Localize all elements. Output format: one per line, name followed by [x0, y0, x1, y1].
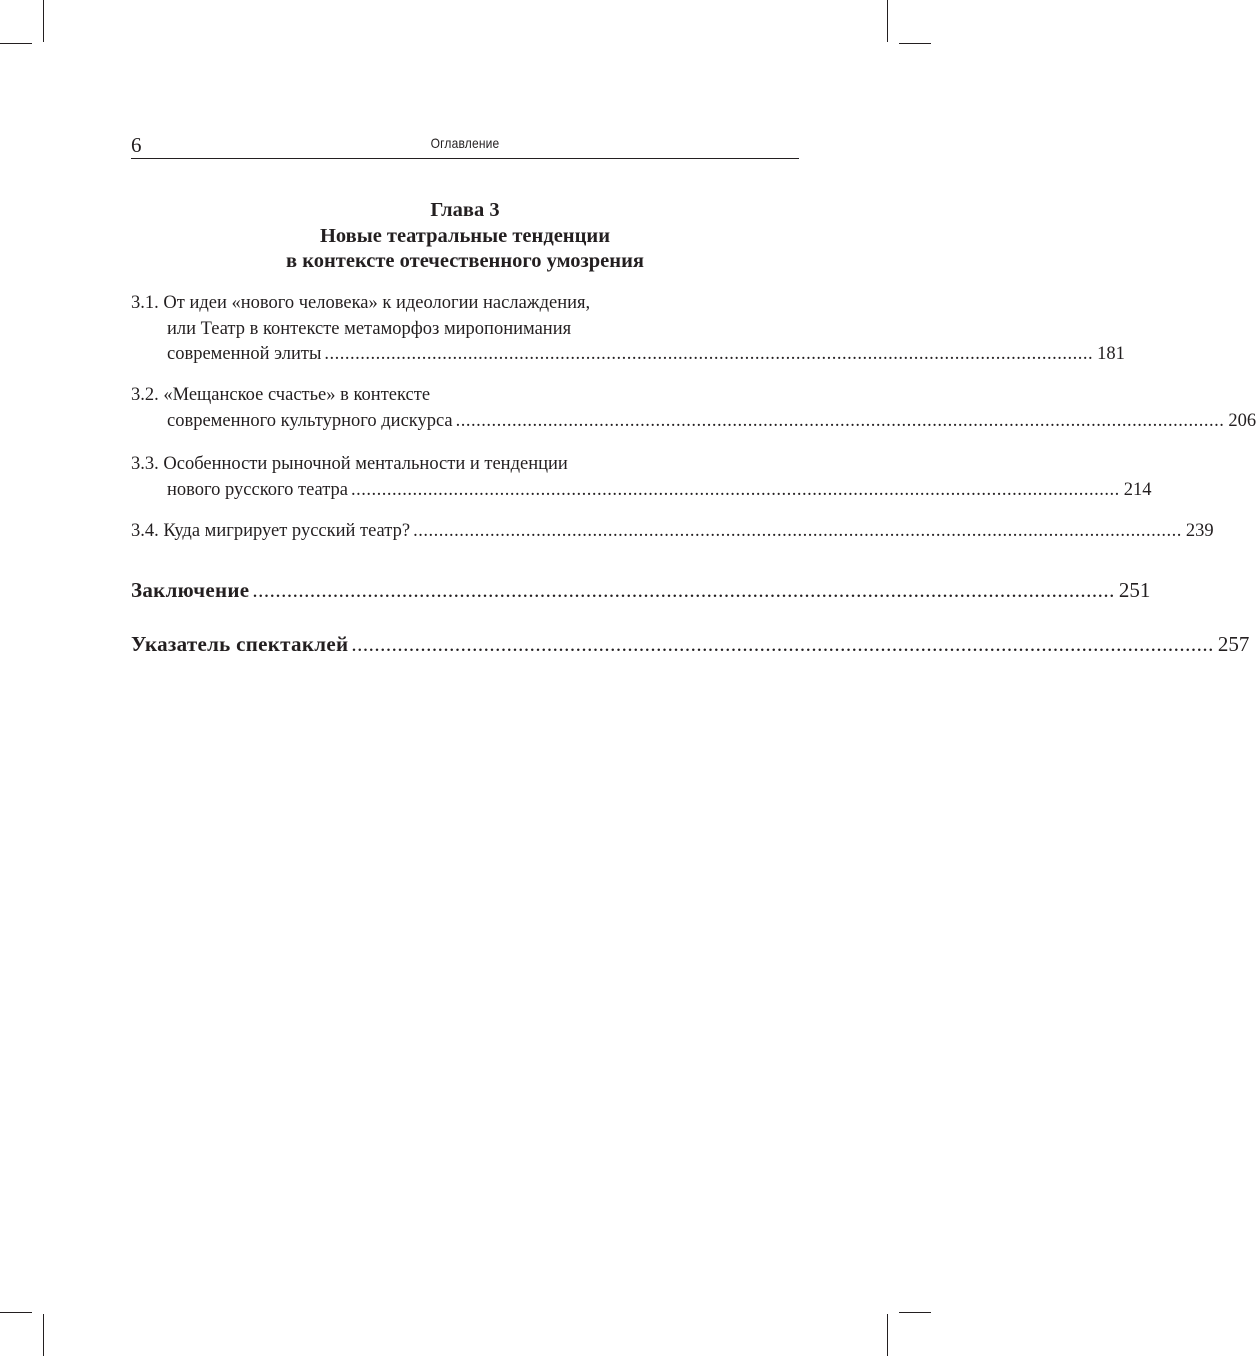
toc-entry-text: Особенности рыночной ментальности и тенденции [163, 454, 568, 474]
toc-page-number: 181 [1097, 344, 1125, 364]
toc-page-number: 257 [1217, 632, 1250, 656]
toc-entry-text: «Мещанское счастье» в контексте [163, 385, 431, 405]
toc-entry-text: современного культурного дискурса [167, 410, 453, 431]
toc-entry[interactable] [131, 383, 1256, 434]
leader-dots: ...................................................................................................................................................... [252, 578, 1115, 602]
crop-mark [43, 0, 44, 42]
toc-entry-text: Куда мигрирует русский театр? [163, 521, 411, 541]
leader-dots: ...................................................................................................................................................... [351, 479, 1120, 500]
crop-mark [43, 1314, 44, 1356]
toc-entry-line [131, 317, 793, 343]
chapter-label: Глава 3 [430, 199, 500, 221]
toc-entry-number: 3.2. [131, 385, 159, 405]
toc-entry-line [131, 478, 1152, 504]
toc-entry-number: 3.3. [131, 454, 159, 474]
crop-mark [899, 1312, 931, 1313]
page-number: 6 [131, 133, 142, 157]
toc-entry-text: От идеи «нового человека» к идеологии наслаждения, [163, 293, 591, 313]
chapter-heading [131, 198, 799, 275]
toc-page-number: 206 [1228, 410, 1256, 431]
toc-entry[interactable] [131, 519, 1214, 545]
crop-mark [887, 1314, 888, 1356]
leader-dots: ...................................................................................................................................................... [351, 632, 1214, 656]
crop-mark [0, 1312, 32, 1313]
leader-dots: ...................................................................................................................................................... [413, 521, 1182, 541]
toc-entry-text: или Театр в контексте метаморфоз миропонимания [167, 318, 572, 339]
toc-entry-text: современной элиты [167, 344, 322, 364]
toc-entry-line [131, 519, 1214, 545]
toc-entry-line [131, 291, 793, 317]
toc-entry-number: 3.4. [131, 521, 159, 541]
toc-entry-index[interactable] [131, 632, 1250, 658]
running-title: Оглавление [430, 135, 500, 151]
toc-entry[interactable] [131, 291, 1125, 368]
toc-entry-line [131, 409, 1256, 435]
toc-entry-line [131, 452, 793, 478]
toc-page-number: 251 [1118, 578, 1151, 602]
leader-dots: ...................................................................................................................................................... [324, 344, 1094, 364]
crop-mark [899, 43, 931, 44]
toc-entry-number: 3.1. [131, 293, 159, 313]
chapter-title-line: Новые театральные тенденции [319, 224, 611, 247]
toc-entry-text [131, 519, 410, 545]
toc-entry-conclusion[interactable] [131, 578, 1151, 604]
crop-mark [887, 0, 888, 42]
toc-entry[interactable] [131, 452, 1152, 503]
leader-dots: ...................................................................................................................................................... [455, 410, 1225, 431]
toc-page-number: 239 [1185, 521, 1214, 541]
toc-entry-line [131, 632, 1250, 658]
toc-entry-text: нового русского театра [167, 479, 349, 500]
crop-mark [0, 43, 32, 44]
toc-page-number: 214 [1123, 479, 1152, 500]
toc-entry-title: Указатель спектаклей [131, 632, 349, 656]
toc-entry-title: Заключение [131, 578, 250, 602]
chapter-title-line: в контексте отечественного умозрения [286, 250, 644, 272]
toc-entry-line [131, 578, 1151, 604]
toc-entry-line [131, 342, 1125, 368]
toc-entry-line [131, 383, 793, 409]
page-header [131, 130, 799, 159]
